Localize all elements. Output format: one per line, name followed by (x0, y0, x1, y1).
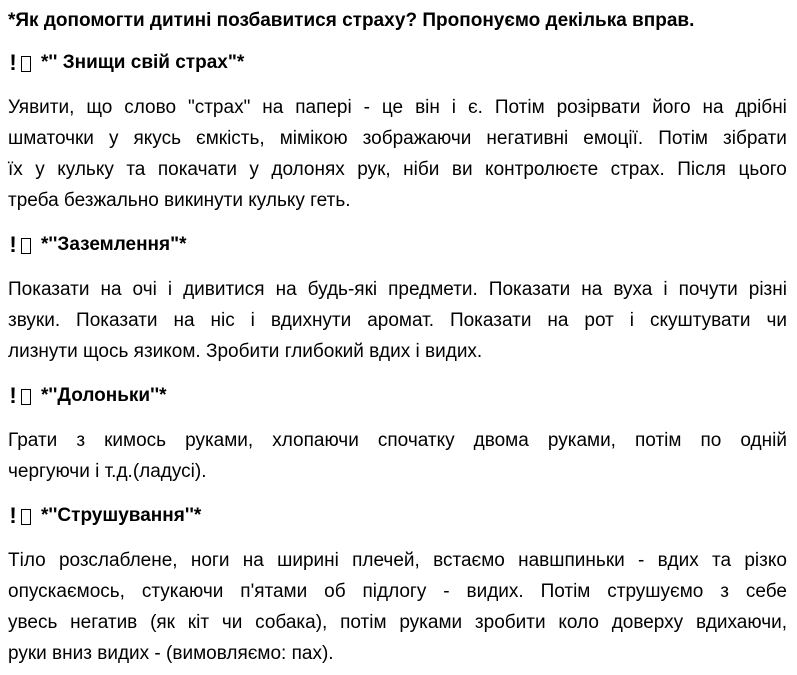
word: зображаючи (362, 128, 472, 149)
word: - (443, 581, 450, 602)
exercise-section-shaking (8, 503, 787, 669)
word: ноги (190, 550, 230, 571)
word: у (108, 128, 119, 149)
word: папері (295, 97, 352, 118)
paragraph-line (8, 305, 787, 336)
paragraph-line: треба безжально викинути кульку геть. (8, 190, 351, 211)
word: Потім (658, 128, 708, 149)
word: дрібні (735, 97, 787, 118)
word: руками, (547, 430, 616, 451)
exclamation-icon: ! (9, 383, 17, 408)
word: очі (132, 279, 157, 300)
paragraph-line: руки вниз видих - (вимовляємо: пах). (8, 643, 334, 664)
word: кимось (104, 430, 167, 451)
word: і (451, 97, 457, 118)
word: Грати (8, 430, 58, 451)
word: кульку (57, 159, 114, 180)
word: підлогу (362, 581, 427, 602)
word: різні (748, 279, 787, 300)
paragraph-line (8, 576, 787, 607)
word: (як (150, 612, 175, 633)
paragraph-line (8, 607, 787, 638)
word: руками, (185, 430, 254, 451)
word: Тіло (8, 550, 46, 571)
word: собака), (255, 612, 328, 633)
word: чи (766, 310, 787, 331)
word: вдихнути (270, 310, 352, 331)
word: руками (399, 612, 463, 633)
word: рук, (357, 159, 391, 180)
word: і (167, 279, 173, 300)
word: Після (677, 159, 726, 180)
word: на (547, 310, 569, 331)
word: предмети. (388, 279, 478, 300)
section-heading-text: *''Долоньки''* (41, 385, 167, 406)
paragraph-line: лизнути щось язиком. Зробити глибокий вдих і видих. (8, 341, 483, 362)
word: хлопаючи (272, 430, 359, 451)
word: увесь (8, 612, 58, 633)
section-heading-text: *'' Знищи свій страх"* (41, 52, 245, 73)
section-heading-text: *''Заземлення"* (41, 234, 187, 255)
word: негатив (70, 612, 138, 633)
word: себе (745, 581, 787, 602)
word: і (250, 310, 255, 331)
word: і (663, 279, 668, 300)
section-paragraph (8, 425, 787, 487)
word: ви (451, 159, 473, 180)
word: на (100, 279, 122, 300)
word: цього (738, 159, 787, 180)
paragraph-line (8, 123, 787, 154)
word: ніс (210, 310, 235, 331)
missing-glyph-box-icon (21, 238, 31, 254)
word: ємкість, (196, 128, 265, 149)
word: якусь (133, 128, 181, 149)
word: на (262, 97, 284, 118)
word: Потім (494, 97, 545, 118)
paragraph-line (8, 545, 787, 576)
word: Показати (488, 279, 571, 300)
word: на (275, 279, 297, 300)
word: Показати (449, 310, 532, 331)
word: навшпиньки (518, 550, 625, 571)
word: плечей, (352, 550, 420, 571)
word: на (581, 279, 603, 300)
word: це (381, 97, 404, 118)
word: стукаючи (141, 581, 224, 602)
paragraph-line (8, 154, 787, 185)
word: що (86, 97, 113, 118)
word: коло (558, 612, 599, 633)
word: розірвати (556, 97, 641, 118)
word: та (126, 159, 146, 180)
word: струшуємо (607, 581, 704, 602)
word: скуштувати (649, 310, 751, 331)
word: почути (678, 279, 738, 300)
word: потім (635, 430, 682, 451)
document-title: *Як допомогти дитині позбавитися страху? Пропонуємо декілька вправ. (8, 10, 695, 31)
missing-glyph-box-icon (21, 509, 31, 525)
word: видих. (466, 581, 524, 602)
exclamation-icon: ! (9, 503, 17, 528)
section-heading (8, 383, 787, 409)
paragraph-line (8, 425, 787, 456)
word: опускаємось, (8, 581, 125, 602)
word: встаємо (433, 550, 505, 571)
word: будь-які (307, 279, 378, 300)
section-heading (8, 50, 787, 76)
section-heading (8, 503, 787, 529)
word: у (249, 159, 259, 180)
word: та (712, 550, 732, 571)
word: контролюєте (485, 159, 599, 180)
word: "страх" (187, 97, 251, 118)
paragraph-line (8, 92, 787, 123)
word: покачати (157, 159, 237, 180)
word: його (652, 97, 691, 118)
word: вуха (613, 279, 653, 300)
word: з (720, 581, 729, 602)
section-heading (8, 232, 787, 258)
word: потім (340, 612, 387, 633)
word: звуки. (8, 310, 61, 331)
word: двома (473, 430, 529, 451)
word: на (173, 310, 195, 331)
exclamation-icon: ! (9, 50, 17, 75)
word: розслаблене, (58, 550, 178, 571)
word: доверху (611, 612, 684, 633)
word: об (324, 581, 346, 602)
exercise-section-palms (8, 383, 787, 487)
word: емоції. (583, 128, 644, 149)
word: з (76, 430, 86, 451)
word: - (363, 97, 370, 118)
section-paragraph (8, 92, 787, 216)
section-paragraph (8, 274, 787, 367)
word: зібрати (723, 128, 787, 149)
word: шматочки (8, 128, 94, 149)
paragraph-line (8, 274, 787, 305)
word: по (700, 430, 722, 451)
word: мімікою (279, 128, 348, 149)
missing-glyph-box-icon (21, 56, 31, 72)
word: Уявити, (8, 97, 75, 118)
exercise-section-grounding (8, 232, 787, 367)
word: вдих (657, 550, 699, 571)
word: їх (8, 159, 23, 180)
section-paragraph (8, 545, 787, 669)
missing-glyph-box-icon (21, 389, 31, 405)
word: рот (584, 310, 614, 331)
word: - (638, 550, 645, 571)
word: є. (467, 97, 483, 118)
word: вдихаючи, (695, 612, 787, 633)
word: страх. (610, 159, 665, 180)
word: одній (740, 430, 787, 451)
exercise-section-destroy-fear (8, 50, 787, 216)
word: п'ятами (240, 581, 308, 602)
word: долонях (271, 159, 345, 180)
word: кіт (187, 612, 210, 633)
word: аромат. (367, 310, 434, 331)
word: Показати (76, 310, 158, 331)
word: дивитися (183, 279, 265, 300)
word: Потім (540, 581, 591, 602)
word: ширині (277, 550, 339, 571)
word: слово (124, 97, 177, 118)
word: негативні (486, 128, 569, 149)
paragraph-line: чергуючи і т.д.(ладусі). (8, 461, 207, 482)
exclamation-icon: ! (9, 232, 17, 257)
word: Показати (8, 279, 90, 300)
word: на (242, 550, 264, 571)
section-heading-text: *''Струшування''* (41, 505, 202, 526)
word: різко (744, 550, 787, 571)
word: ніби (403, 159, 440, 180)
word: у (35, 159, 45, 180)
word: він (415, 97, 440, 118)
word: зробити (474, 612, 546, 633)
word: на (702, 97, 724, 118)
word: чи (221, 612, 243, 633)
word: спочатку (377, 430, 455, 451)
word: і (629, 310, 635, 331)
